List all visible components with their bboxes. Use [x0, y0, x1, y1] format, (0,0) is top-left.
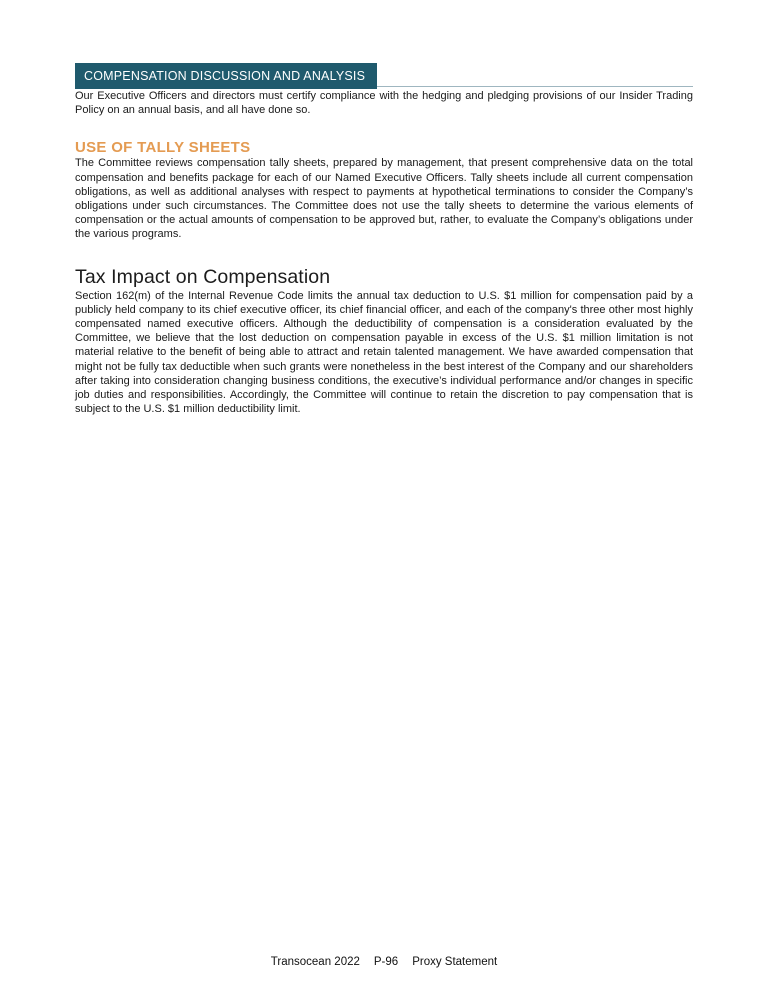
footer-company: Transocean 2022 — [270, 956, 360, 968]
tax-impact-heading: Tax Impact on Compensation — [75, 265, 331, 288]
page-footer — [0, 956, 768, 968]
tax-impact-paragraph: Section 162(m) of the Internal Revenue Code limits the annual tax deduction to U.S. $1 million for compensation paid by a publicly held company to its chief executive officer, its chief financial officer, and each of the company's three other most highly compensated named executive officers. Although the deductibility of compensation is a consideration evaluated by the Committee, we believe that the lost deduction on compensation payable in excess of the U.S. $1 million limitation is not material relative to the benefit of being able to attract and retain talented management. We have awarded compensation that might not be fully tax deductible when such grants were nonetheless in the best interest of the Company and our shareholders after taking into consideration changing business conditions, the executive’s individual performance and/or changes in specific job duties and responsibilities. Accordingly, the Committee will continue to retain the discretion to pay compensation that is subject to the U.S. $1 million deductibility limit. — [75, 289, 693, 416]
banner-rule-line — [377, 86, 693, 87]
tally-sheets-heading: USE OF TALLY SHEETS — [75, 139, 251, 157]
section-banner-row — [75, 63, 693, 89]
section-banner: COMPENSATION DISCUSSION AND ANALYSIS — [75, 63, 377, 89]
footer-doc-type: Proxy Statement — [412, 956, 498, 968]
intro-paragraph: Our Executive Officers and directors must certify compliance with the hedging and pledging provisions of our Insider Trading Policy on an annual basis, and all have done so. — [75, 90, 693, 117]
page-content — [75, 63, 693, 416]
tally-sheets-paragraph: The Committee reviews compensation tally sheets, prepared by management, that present comprehensive data on the total compensation and benefits package for each of our Named Executive Officers. Tally sheets include all current compensation obligations, as well as additional analyses with respect to payments at hypothetical terminations to consider the Company’s obligations under such circumstances. The Committee does not use the tally sheets to determine the various elements of compensation or the actual amounts of compensation to be approved but, rather, to evaluate the Company’s obligations under the various programs. — [75, 157, 693, 241]
footer-page-number: P-96 — [373, 956, 399, 968]
